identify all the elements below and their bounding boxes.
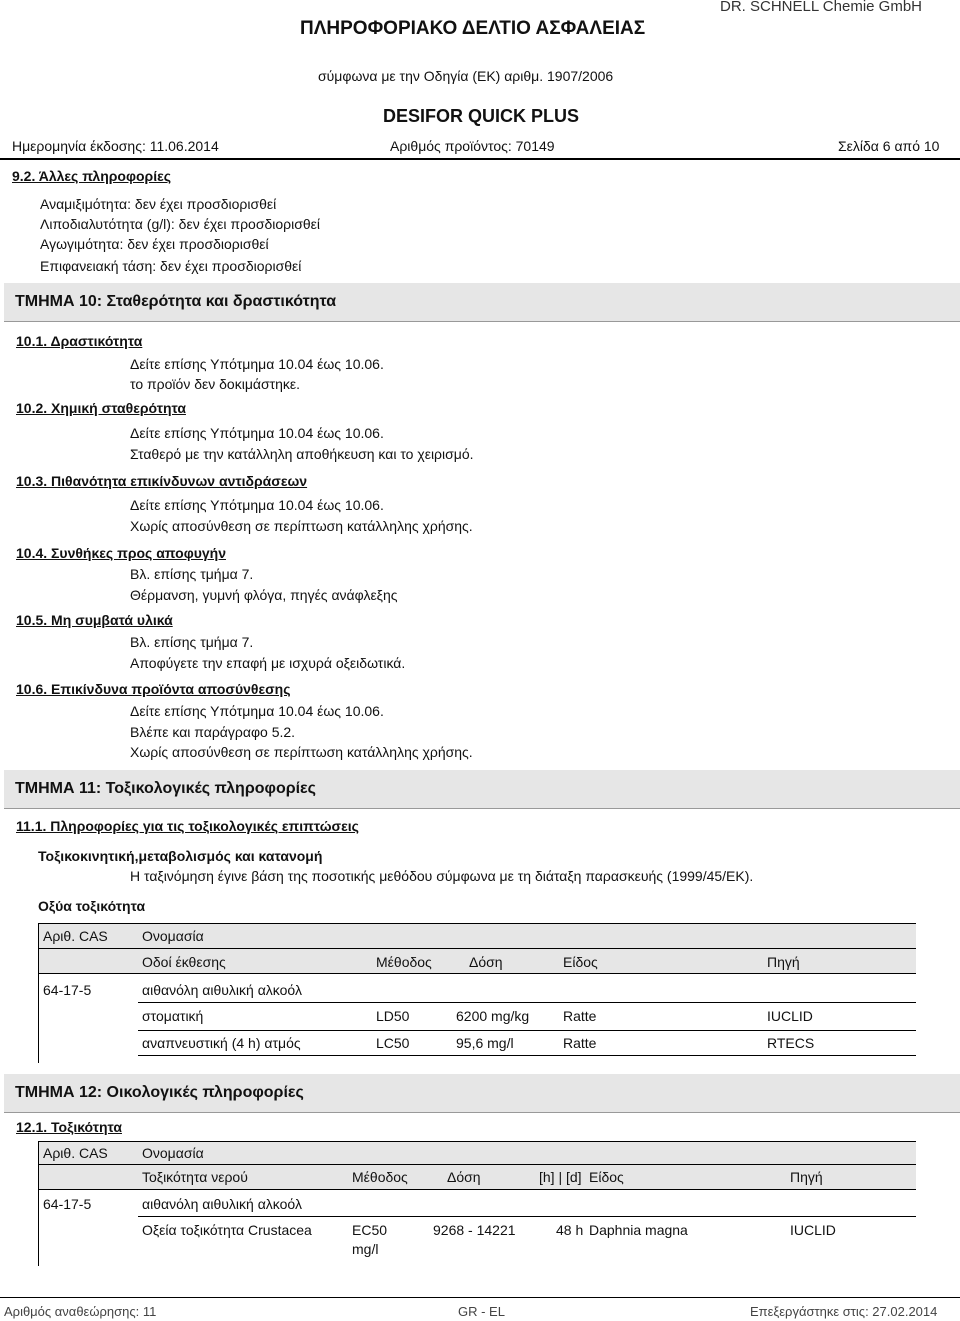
col-dose-header: Δόση bbox=[447, 1169, 481, 1185]
col-cas-header: Αριθ. CAS bbox=[43, 1145, 108, 1161]
table-cell: στοματική bbox=[142, 1008, 204, 1024]
s10-4-text: Βλ. επίσης τμήμα 7. bbox=[130, 566, 254, 582]
s9-2-line: Επιφανειακή τάση: δεν έχει προσδιορισθεί bbox=[40, 258, 302, 274]
s10-1-text: το προϊόν δεν δοκιμάστηκε. bbox=[130, 376, 301, 392]
subsection-10-1-heading: 10.1. Δραστικότητα bbox=[16, 333, 143, 349]
col-method-header: Μέθοδος bbox=[376, 954, 432, 970]
s9-2-line: Αναμιξιμότητα: δεν έχει προσδιορισθεί bbox=[40, 196, 277, 212]
table-cell: Daphnia magna bbox=[589, 1222, 688, 1238]
cas-number: 64-17-5 bbox=[43, 1196, 92, 1212]
table-cell: αναπνευστική (4 h) ατμός bbox=[142, 1035, 301, 1051]
table-cell: EC50 bbox=[352, 1222, 388, 1238]
table-cell: Οξεία τοξικότητα Crustacea bbox=[142, 1222, 312, 1238]
s10-6-text: Βλέπε και παράγραφο 5.2. bbox=[130, 724, 296, 740]
cas-number: 64-17-5 bbox=[43, 982, 92, 998]
table-cell: mg/l bbox=[352, 1241, 379, 1257]
table-cell: Ratte bbox=[563, 1035, 597, 1051]
subsection-10-3-heading: 10.3. Πιθανότητα επικίνδυνων αντιδράσεων bbox=[16, 473, 308, 489]
acute-toxicity-heading: Οξύα τοξικότητα bbox=[38, 898, 146, 914]
s10-2-text: Δείτε επίσης Υπότμημα 10.04 έως 10.06. bbox=[130, 425, 384, 441]
s10-2-text: Σταθερό με την κατάλληλη αποθήκευση και το χειρισμό. bbox=[130, 446, 474, 462]
kinetics-text: Η ταξινόμηση έγινε βάση της ποσοτικής μεθόδου σύμφωνα με τη διάταξη παρασκευής (1999/45/ΕΚ). bbox=[130, 868, 754, 884]
document-title: ΠΛΗΡΟΦΟΡΙΑΚΟ ΔΕΛΤΙΟ ΑΣΦΑΛΕΙΑΣ bbox=[300, 18, 646, 39]
table-cell: RTECS bbox=[767, 1035, 815, 1051]
language-code: GR - EL bbox=[458, 1304, 505, 1319]
product-name: DESIFOR QUICK PLUS bbox=[383, 106, 580, 126]
subsection-12-1-heading: 12.1. Τοξικότητα bbox=[16, 1119, 122, 1135]
col-route-header: Οδοί έκθεσης bbox=[142, 954, 226, 970]
table-cell: LC50 bbox=[376, 1035, 410, 1051]
col-species-header: Είδος bbox=[563, 954, 598, 970]
col-dose-header: Δόση bbox=[469, 954, 503, 970]
section-10-header bbox=[4, 283, 960, 322]
s10-3-text: Δείτε επίσης Υπότμημα 10.04 έως 10.06. bbox=[130, 497, 384, 513]
regulation-text: σύμφωνα με την Οδηγία (ΕΚ) αριθμ. 1907/2006 bbox=[318, 68, 614, 84]
subsection-11-1-heading: 11.1. Πληροφορίες για τις τοξικολογικές επιπτώσεις bbox=[16, 818, 359, 834]
header-divider bbox=[0, 158, 960, 160]
subsection-10-6-heading: 10.6. Επικίνδυνα προϊόντα αποσύνθεσης bbox=[16, 681, 291, 697]
table-cell: 6200 mg/kg bbox=[456, 1008, 530, 1024]
s9-2-line: Αγωγιμότητα: δεν έχει προσδιορισθεί bbox=[40, 236, 269, 252]
section-12-title: ΤΜΗΜΑ 12: Οικολογικές πληροφορίες bbox=[15, 1084, 304, 1101]
table-cell: Ratte bbox=[563, 1008, 597, 1024]
section-11-title: ΤΜΗΜΑ 11: Τοξικολογικές πληροφορίες bbox=[15, 780, 316, 797]
table-cell: 48 h bbox=[556, 1222, 584, 1238]
s10-5-text: Βλ. επίσης τμήμα 7. bbox=[130, 634, 254, 650]
subsection-10-2-heading: 10.2. Χημική σταθερότητα bbox=[16, 400, 186, 416]
col-species-header: Είδος bbox=[589, 1169, 624, 1185]
col-cas-header: Αριθ. CAS bbox=[43, 928, 108, 944]
col-source-header: Πηγή bbox=[767, 954, 800, 970]
col-duration-header: [h] | [d] bbox=[539, 1169, 582, 1185]
table-cell: 9268 - 14221 bbox=[433, 1222, 516, 1238]
substance-name: αιθανόλη αιθυλική αλκοόλ bbox=[142, 982, 302, 998]
section-11-header bbox=[4, 770, 960, 809]
table-cell: IUCLID bbox=[767, 1008, 813, 1024]
revision-number: Αριθμός αναθεώρησης: 11 bbox=[4, 1304, 157, 1319]
s9-2-line: Λιποδιαλυτότητα (g/l): δεν έχει προσδιορισθεί bbox=[40, 216, 321, 232]
table-cell: LD50 bbox=[376, 1008, 410, 1024]
col-toxicity-header: Τοξικότητα νερού bbox=[142, 1169, 248, 1185]
s10-3-text: Χωρίς αποσύνθεση σε περίπτωση κατάλληλης χρήσης. bbox=[130, 518, 473, 534]
subsection-10-4-heading: 10.4. Συνθήκες προς αποφυγήν bbox=[16, 545, 226, 561]
processed-date: Επεξεργάστηκε στις: 27.02.2014 bbox=[750, 1304, 938, 1319]
page-number: Σελίδα 6 από 10 bbox=[838, 138, 940, 154]
section-10-title: ΤΜΗΜΑ 10: Σταθερότητα και δραστικότητα bbox=[15, 293, 337, 310]
product-number: Αριθμός προϊόντος: 70149 bbox=[390, 138, 555, 154]
col-method-header: Μέθοδος bbox=[352, 1169, 408, 1185]
table-cell: IUCLID bbox=[790, 1222, 836, 1238]
s10-6-text: Δείτε επίσης Υπότμημα 10.04 έως 10.06. bbox=[130, 703, 384, 719]
substance-name: αιθανόλη αιθυλική αλκοόλ bbox=[142, 1196, 302, 1212]
col-source-header: Πηγή bbox=[790, 1169, 823, 1185]
s10-5-text: Αποφύγετε την επαφή με ισχυρά οξειδωτικά. bbox=[130, 655, 406, 671]
kinetics-heading: Τοξικοκινητική,μεταβολισμός και κατανομή bbox=[38, 848, 323, 864]
table-cell: 95,6 mg/l bbox=[456, 1035, 514, 1051]
subsection-9-2-heading: 9.2. Άλλες πληροφορίες bbox=[12, 168, 172, 184]
issue-date: Ημερομηνία έκδοσης: 11.06.2014 bbox=[12, 138, 219, 154]
section-12-header bbox=[4, 1074, 960, 1113]
s10-4-text: Θέρμανση, γυμνή φλόγα, πηγές ανάφλεξης bbox=[130, 587, 398, 603]
subsection-10-5-heading: 10.5. Μη συμβατά υλικά bbox=[16, 612, 173, 628]
col-name-header: Ονομασία bbox=[142, 1145, 204, 1161]
company-name: DR. SCHNELL Chemie GmbH bbox=[720, 0, 922, 15]
footer-divider bbox=[0, 1297, 960, 1298]
s10-1-text: Δείτε επίσης Υπότμημα 10.04 έως 10.06. bbox=[130, 356, 384, 372]
col-name-header: Ονομασία bbox=[142, 928, 204, 944]
s10-6-text: Χωρίς αποσύνθεση σε περίπτωση κατάλληλης χρήσης. bbox=[130, 744, 473, 760]
